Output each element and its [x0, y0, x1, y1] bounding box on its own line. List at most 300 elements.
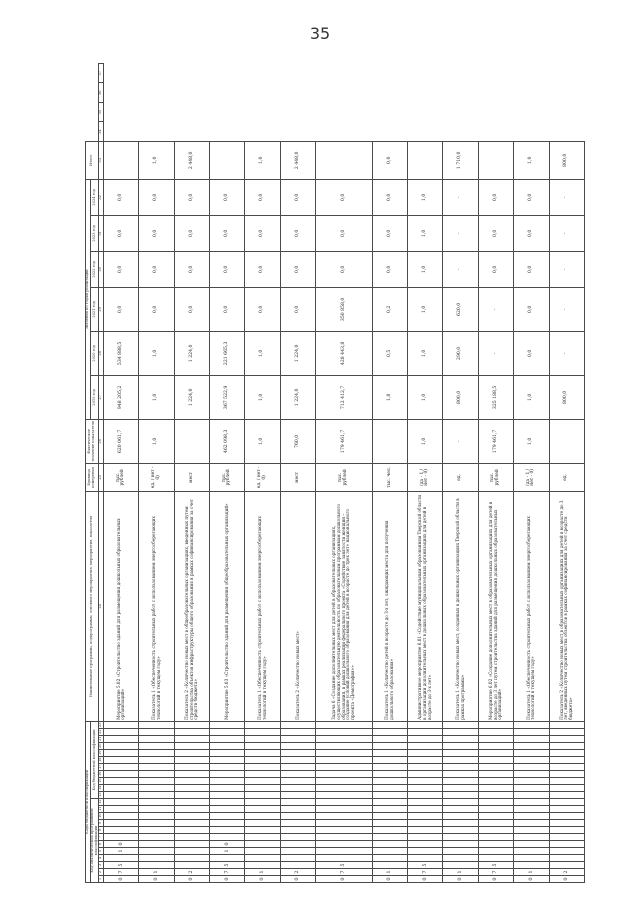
column-number: 5: [99, 848, 104, 855]
row-unit: ед. / нет - 0): [139, 463, 174, 491]
code-cell: [139, 736, 174, 743]
column-number: 9: [99, 820, 104, 827]
code-cell: [174, 771, 209, 778]
code-cell: [478, 834, 513, 841]
code-cell: [210, 785, 245, 792]
row-year-value: 0,0: [245, 251, 280, 287]
code-cell: [478, 778, 513, 785]
code-cell: [245, 792, 280, 799]
code-cell: [316, 841, 373, 848]
code-cell: [478, 750, 513, 757]
row-name: Показатель 1 «Количество новых мест, созданных в дошкольных организациях Тверской области в рамках программы»: [443, 491, 478, 721]
code-cell: 7: [478, 869, 513, 876]
row-year-value: 0,0: [210, 287, 245, 331]
code-cell: [174, 862, 209, 869]
code-cell: [316, 806, 373, 813]
code-cell: [372, 841, 407, 848]
code-cell: [104, 736, 139, 743]
code-cell: [210, 813, 245, 820]
code-cell: [549, 841, 584, 848]
row-base: 1,0: [408, 419, 443, 463]
code-cell: [514, 721, 549, 728]
code-cell: 0: [104, 876, 139, 883]
code-cell: [245, 721, 280, 728]
code-cell: 0: [210, 876, 245, 883]
code-cell: [549, 764, 584, 771]
code-cell: [316, 834, 373, 841]
code-cell: [210, 799, 245, 806]
header-total: Итого: [86, 141, 99, 179]
header-forecast: Значения по годам реализации: [86, 179, 91, 419]
code-cell: [316, 827, 373, 834]
row-unit: тыс. рублей: [478, 463, 513, 491]
code-cell: [174, 729, 209, 736]
column-number: 15: [98, 778, 103, 783]
code-cell: [210, 778, 245, 785]
row-year-value: 948 205,2: [104, 375, 139, 419]
code-cell: [549, 813, 584, 820]
column-number: 24: [99, 491, 104, 721]
code-cell: 0: [104, 841, 139, 848]
row-year-value: 0,0: [210, 251, 245, 287]
code-cell: [280, 771, 315, 778]
code-cell: 5: [104, 862, 139, 869]
code-cell: [139, 799, 174, 806]
code-cell: [139, 721, 174, 728]
code-cell: 5: [316, 862, 373, 869]
code-cell: [210, 721, 245, 728]
code-cell: [549, 855, 584, 862]
code-cell: [139, 785, 174, 792]
code-cell: 7: [316, 869, 373, 876]
code-cell: [139, 792, 174, 799]
code-cell: [280, 841, 315, 848]
table-row: [443, 64, 478, 883]
row-year-value: 0,0: [139, 251, 174, 287]
code-cell: [443, 862, 478, 869]
code-cell: [408, 771, 443, 778]
code-cell: [104, 806, 139, 813]
code-cell: [174, 799, 209, 806]
code-cell: [408, 764, 443, 771]
row-year-value: -: [443, 251, 478, 287]
code-cell: [408, 855, 443, 862]
column-number: 3: [99, 862, 104, 869]
code-cell: 0: [372, 876, 407, 883]
row-total: 800,0: [549, 141, 584, 179]
code-cell: [245, 834, 280, 841]
code-cell: [245, 827, 280, 834]
code-cell: [478, 757, 513, 764]
row-year-value: 0,0: [104, 287, 139, 331]
column-number: 14: [98, 785, 103, 790]
row-year-value: -: [549, 179, 584, 215]
code-cell: [408, 820, 443, 827]
row-total: 1,0: [245, 141, 280, 179]
row-unit: ед.: [549, 463, 584, 491]
row-year-value: 0,0: [372, 251, 407, 287]
code-cell: [478, 736, 513, 743]
row-year-value: 0,0: [139, 287, 174, 331]
row-year-value: 0,0: [316, 251, 373, 287]
program-indicators-table: [85, 63, 585, 883]
code-cell: 1: [372, 869, 407, 876]
code-cell: [443, 834, 478, 841]
code-cell: [372, 855, 407, 862]
code-cell: [104, 743, 139, 750]
code-cell: [104, 792, 139, 799]
column-number: 7: [99, 834, 104, 841]
code-cell: [549, 862, 584, 869]
row-year-value: 0,0: [104, 251, 139, 287]
row-total: [478, 141, 513, 179]
code-cell: [514, 792, 549, 799]
code-cell: 1: [443, 869, 478, 876]
code-cell: [174, 721, 209, 728]
code-cell: [408, 750, 443, 757]
code-cell: [174, 834, 209, 841]
row-name: Показатель 2 «Количество новых мест в общеобразовательных организациях, введенных путем строительства объектов инфраструктуры общего образования в рамках софинансирования за счет средств бюджета»: [174, 491, 209, 721]
code-cell: [408, 806, 443, 813]
code-cell: [316, 743, 373, 750]
code-cell: [280, 736, 315, 743]
row-year-value: 428 443,8: [316, 331, 373, 375]
row-year-value: 1,0: [139, 375, 174, 419]
column-number: 28: [99, 331, 104, 375]
code-cell: [104, 785, 139, 792]
row-year-value: 367 522,9: [210, 375, 245, 419]
code-cell: [104, 827, 139, 834]
row-base: -: [443, 419, 478, 463]
code-cell: [174, 778, 209, 785]
code-cell: [549, 721, 584, 728]
code-cell: [478, 820, 513, 827]
code-cell: 0: [478, 876, 513, 883]
row-total: 1,0: [139, 141, 174, 179]
row-unit: мест: [280, 463, 315, 491]
code-cell: [549, 750, 584, 757]
code-cell: [280, 806, 315, 813]
code-cell: [104, 750, 139, 757]
column-number: 10: [98, 813, 103, 818]
row-name: Показатель 1 «Обеспеченность строительных работ с использованием энергосберегающих технологий в текущем году»: [245, 491, 280, 721]
row-year-value: 712 412,7: [316, 375, 373, 419]
column-number: 12: [98, 799, 103, 804]
column-number: 37: [99, 64, 104, 83]
row-year-value: 0,0: [316, 179, 373, 215]
row-unit: тыс. чел.: [372, 463, 407, 491]
row-base: 1,0: [139, 419, 174, 463]
row-year-value: 0,0: [372, 179, 407, 215]
column-number: 6: [99, 841, 104, 848]
code-cell: [139, 764, 174, 771]
code-cell: 1: [210, 848, 245, 855]
code-cell: [514, 855, 549, 862]
row-year-value: 0,0: [210, 179, 245, 215]
code-cell: [408, 729, 443, 736]
row-year-value: 0,0: [174, 179, 209, 215]
row-unit: тыс. рублей: [210, 463, 245, 491]
row-year-value: 1 224,0: [174, 375, 209, 419]
code-cell: [139, 813, 174, 820]
table-row: [316, 64, 373, 883]
row-total: [210, 141, 245, 179]
row-name: Показатель 2 «Количество новых мест»: [280, 491, 315, 721]
column-number: 25: [99, 463, 104, 491]
code-cell: 0: [174, 876, 209, 883]
code-cell: [443, 827, 478, 834]
column-number: 17: [98, 764, 103, 769]
code-cell: [408, 813, 443, 820]
code-cell: [280, 743, 315, 750]
code-cell: [316, 764, 373, 771]
row-year-value: -: [443, 179, 478, 215]
code-cell: [210, 834, 245, 841]
code-cell: [280, 785, 315, 792]
code-cell: [245, 743, 280, 750]
row-total: 1,0: [514, 141, 549, 179]
code-cell: [514, 729, 549, 736]
code-cell: [174, 757, 209, 764]
row-year-value: 1 224,0: [174, 331, 209, 375]
code-cell: [478, 841, 513, 848]
code-cell: [280, 820, 315, 827]
code-cell: [549, 820, 584, 827]
code-cell: [443, 721, 478, 728]
code-cell: [139, 862, 174, 869]
code-cell: [245, 729, 280, 736]
code-cell: [316, 757, 373, 764]
code-cell: [210, 792, 245, 799]
row-name: Показатель 1 «Обеспеченность строительных работ с использованием энергосберегающих технологий в текущем году»: [514, 491, 549, 721]
row-unit: ед.: [443, 463, 478, 491]
code-cell: 1: [139, 869, 174, 876]
code-cell: [104, 757, 139, 764]
row-year-value: 1 224,0: [280, 375, 315, 419]
row-year-value: 1,0: [408, 179, 443, 215]
column-number: 36: [99, 83, 104, 102]
row-year-value: 1,0: [408, 331, 443, 375]
code-cell: [372, 764, 407, 771]
code-cell: [549, 729, 584, 736]
code-cell: [139, 729, 174, 736]
code-cell: [139, 848, 174, 855]
row-year-value: 0,0: [478, 215, 513, 251]
code-cell: 0: [443, 876, 478, 883]
code-cell: [372, 862, 407, 869]
row-year-value: 1,0: [408, 215, 443, 251]
code-cell: [174, 820, 209, 827]
row-name: Мероприятие 6.02 «Создание дополнительных мест в образовательных организациях для детей в возрасте до 3 лет путем строительства зданий для размещения дошкольных образовательных организаций»: [478, 491, 513, 721]
row-base: 760,0: [280, 419, 315, 463]
code-cell: [316, 778, 373, 785]
row-total: [104, 141, 139, 179]
row-year-value: 0,0: [372, 215, 407, 251]
code-cell: [372, 813, 407, 820]
column-number: 13: [98, 792, 103, 797]
code-cell: [443, 757, 478, 764]
code-cell: [316, 813, 373, 820]
row-base: [174, 419, 209, 463]
row-name: Административное мероприятие 6.01 «Содействие муниципальным образованиям Тверской области в организации дополнительных мест в дошкольных образовательных организациях для детей в возрасте до 3-х лет»: [408, 491, 443, 721]
column-number: 1: [99, 876, 104, 883]
column-number: 30: [99, 251, 104, 287]
row-year-value: 0,0: [210, 215, 245, 251]
code-cell: [443, 813, 478, 820]
header-codes-program: Код аналитической программной классификации: [90, 799, 99, 883]
code-cell: [174, 855, 209, 862]
row-year-value: 0,0: [104, 215, 139, 251]
code-cell: [478, 792, 513, 799]
header-year: 2019 год: [90, 375, 99, 419]
column-number: 35: [99, 102, 104, 121]
row-base: 620 061,7: [104, 419, 139, 463]
code-cell: [443, 743, 478, 750]
code-cell: 0: [139, 876, 174, 883]
code-cell: [210, 771, 245, 778]
code-cell: 1: [245, 869, 280, 876]
code-cell: 7: [408, 869, 443, 876]
code-cell: [245, 764, 280, 771]
code-cell: [372, 750, 407, 757]
code-cell: [139, 820, 174, 827]
code-cell: [408, 799, 443, 806]
row-year-value: -: [443, 215, 478, 251]
row-base: 179 461,7: [316, 419, 373, 463]
table-row: [280, 64, 315, 883]
row-year-value: 0,2: [372, 287, 407, 331]
column-number: 11: [98, 806, 103, 811]
row-year-value: -: [549, 215, 584, 251]
code-cell: [280, 792, 315, 799]
code-cell: [478, 743, 513, 750]
code-cell: [245, 848, 280, 855]
code-cell: [549, 785, 584, 792]
code-cell: 0: [549, 876, 584, 883]
code-cell: [549, 792, 584, 799]
code-cell: 5: [210, 862, 245, 869]
code-cell: [139, 827, 174, 834]
code-cell: [443, 820, 478, 827]
row-year-value: -: [549, 331, 584, 375]
row-total: [408, 141, 443, 179]
header-codes-budget: Код бюджетной классификации: [90, 721, 99, 798]
row-name: Показатель 1 «Количество детей в возрасте до 3-х лет, ожидающих места для получения дошкольного образования»: [372, 491, 407, 721]
code-cell: [514, 736, 549, 743]
code-cell: [408, 736, 443, 743]
rotated-table-frame: [85, 63, 585, 883]
row-unit: ед. / нет - 0): [245, 463, 280, 491]
code-cell: [549, 771, 584, 778]
header-name: Наименование программы, подпрограммы, основного мероприятия, мероприятия, показателя: [86, 491, 99, 721]
table-row: [174, 64, 209, 883]
row-year-value: 1,8: [372, 375, 407, 419]
code-cell: [139, 834, 174, 841]
table-row: [514, 64, 549, 883]
code-cell: [139, 806, 174, 813]
code-cell: [408, 743, 443, 750]
code-cell: [372, 778, 407, 785]
row-base: 462 098,3: [210, 419, 245, 463]
code-cell: [443, 778, 478, 785]
table-sheet: [85, 63, 585, 883]
code-cell: [139, 757, 174, 764]
code-cell: [372, 806, 407, 813]
code-cell: [280, 721, 315, 728]
row-year-value: 1 224,0: [280, 331, 315, 375]
code-cell: [245, 806, 280, 813]
code-cell: [316, 820, 373, 827]
row-year-value: 0,0: [245, 215, 280, 251]
code-cell: [245, 757, 280, 764]
row-unit: мест: [174, 463, 209, 491]
code-cell: [139, 841, 174, 848]
code-cell: [372, 736, 407, 743]
row-base: [549, 419, 584, 463]
column-number: 31: [99, 215, 104, 251]
row-name: Показатель 2 «Количество новых мест в образовательных организациях для детей в возрасте до 3 лет, введенных путем строительства объектов в рамках софинансирования за счет средств бюджета»: [549, 491, 584, 721]
code-cell: [478, 813, 513, 820]
code-cell: [549, 834, 584, 841]
code-cell: [210, 729, 245, 736]
code-cell: [549, 757, 584, 764]
code-cell: [443, 736, 478, 743]
code-cell: [443, 848, 478, 855]
code-cell: [210, 855, 245, 862]
row-year-value: 221 665,3: [210, 331, 245, 375]
code-cell: [210, 757, 245, 764]
code-cell: [549, 827, 584, 834]
code-cell: 5: [408, 862, 443, 869]
row-unit: тыс. рублей: [104, 463, 139, 491]
row-year-value: 800,0: [443, 375, 478, 419]
code-cell: [210, 806, 245, 813]
code-cell: [514, 848, 549, 855]
column-number: 2: [99, 869, 104, 876]
column-number: 33: [99, 141, 104, 179]
code-cell: [174, 736, 209, 743]
code-cell: 2: [549, 869, 584, 876]
code-cell: [443, 799, 478, 806]
code-cell: [372, 827, 407, 834]
row-year-value: 0,0: [316, 215, 373, 251]
row-year-value: 0,0: [280, 287, 315, 331]
code-cell: [408, 848, 443, 855]
code-cell: [280, 778, 315, 785]
code-cell: [443, 841, 478, 848]
code-cell: 7: [104, 869, 139, 876]
row-unit: тыс. рублей: [316, 463, 373, 491]
code-cell: [280, 750, 315, 757]
row-total: 0,0: [372, 141, 407, 179]
code-cell: [280, 848, 315, 855]
code-cell: [514, 785, 549, 792]
code-cell: [316, 736, 373, 743]
row-year-value: 1,0: [245, 331, 280, 375]
row-year-value: -: [478, 287, 513, 331]
code-cell: [316, 855, 373, 862]
code-cell: 2: [174, 869, 209, 876]
code-cell: [174, 813, 209, 820]
code-cell: [210, 827, 245, 834]
header-unit: Единица измерения: [86, 463, 99, 491]
code-cell: [174, 848, 209, 855]
code-cell: [210, 820, 245, 827]
row-year-value: 0,0: [280, 215, 315, 251]
code-cell: [514, 757, 549, 764]
code-cell: [478, 806, 513, 813]
code-cell: [280, 799, 315, 806]
